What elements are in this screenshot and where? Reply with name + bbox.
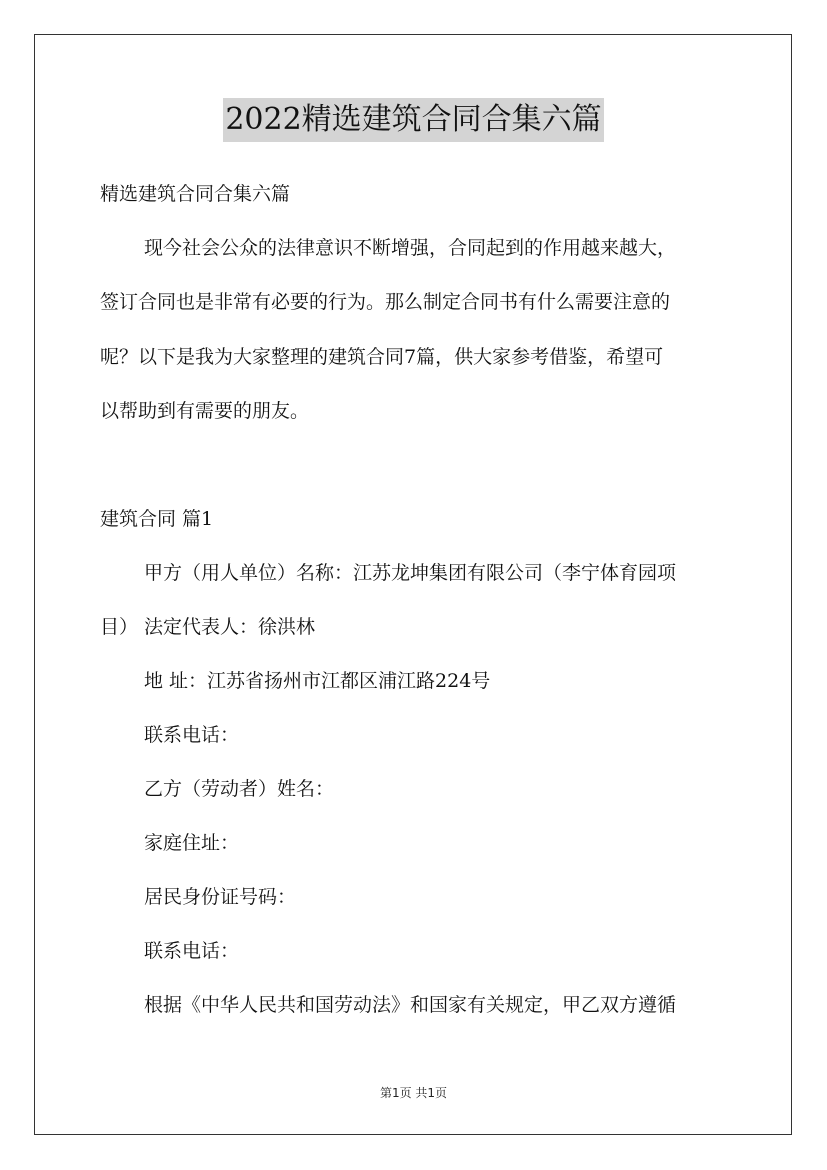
basis-line: 根据《中华人民共和国劳动法》和国家有关规定，甲乙双方遵循 — [144, 994, 677, 1016]
document-title: 2022精选建筑合同合集六篇 — [223, 98, 603, 142]
party-a-line-1: 甲方（用人单位）名称：江苏龙坤集团有限公司（李宁体育园项 — [144, 562, 677, 584]
phone-a-line: 联系电话： — [144, 724, 240, 746]
phone-b-line: 联系电话： — [144, 940, 240, 962]
intro-line-3: 呢？以下是我为大家整理的建筑合同7篇，供大家参考借鉴，希望可 — [100, 346, 664, 368]
id-number-line: 居民身份证号码： — [144, 886, 297, 908]
intro-line-4: 以帮助到有需要的朋友。 — [100, 400, 310, 422]
intro-line-1: 现今社会公众的法律意识不断增强，合同起到的作用越来越大， — [144, 237, 677, 259]
intro-line-2: 签订合同也是非常有必要的行为。那么制定合同书有什么需要注意的 — [100, 291, 671, 313]
party-b-line: 乙方（劳动者）姓名： — [144, 778, 335, 800]
home-address-line: 家庭住址： — [144, 832, 240, 854]
section-heading: 建筑合同 篇1 — [100, 508, 214, 530]
party-a-line-2: 目） 法定代表人：徐洪林 — [100, 616, 316, 638]
document-subtitle: 精选建筑合同合集六篇 — [100, 183, 291, 205]
title-container — [0, 98, 827, 142]
page-footer: 第1页 共1页 — [379, 1086, 448, 1100]
address-line: 地 址：江苏省扬州市江都区浦江路224号 — [144, 670, 491, 692]
